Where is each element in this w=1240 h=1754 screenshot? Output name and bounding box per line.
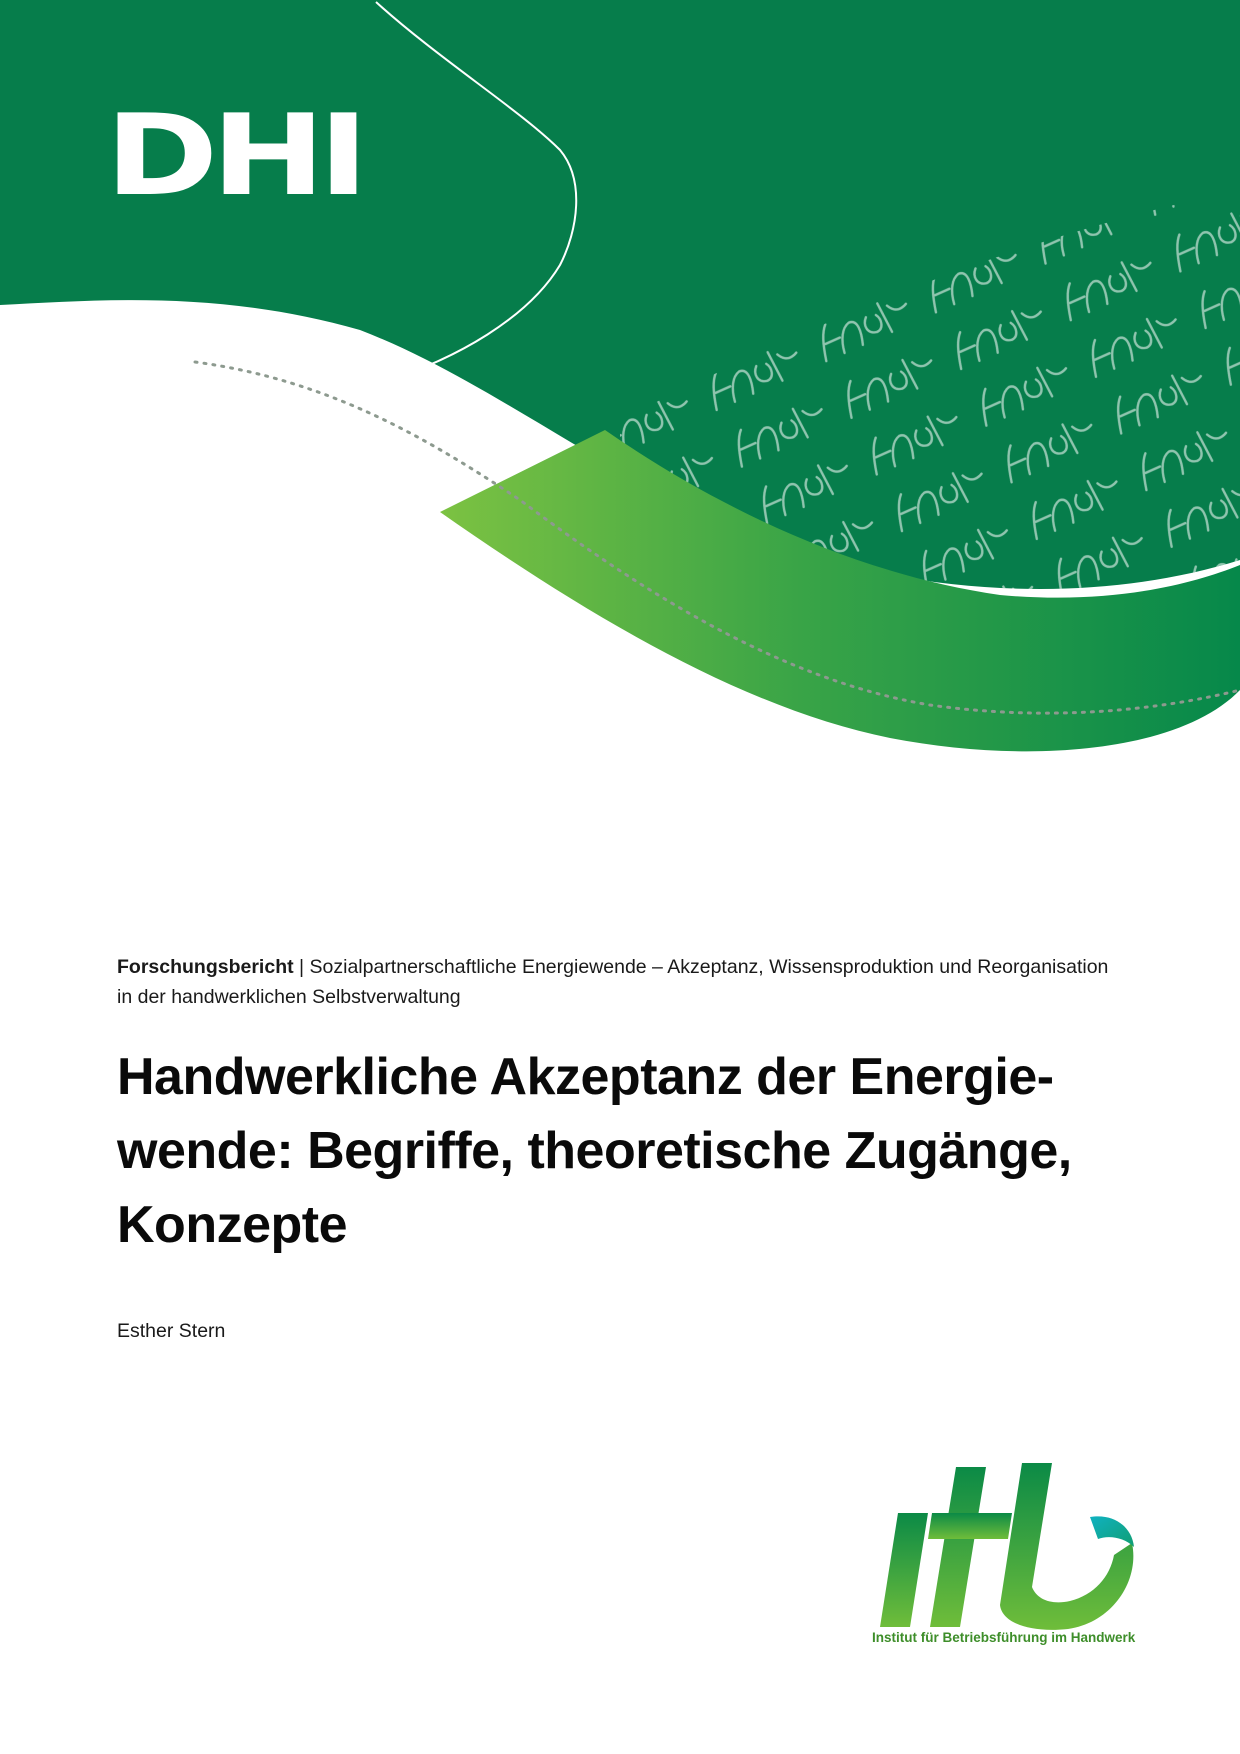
title-line-3: Konzepte [117, 1196, 347, 1254]
author-name: Esther Stern [117, 1320, 226, 1342]
document-title [117, 1040, 1127, 1262]
itb-tagline: Institut für Betriebsführung im Handwerk [872, 1630, 1136, 1645]
itb-logo [862, 1455, 1162, 1655]
title-line-2: wende: Begriffe, theoretische Zugänge, [117, 1122, 1072, 1180]
series-label: Forschungsbericht [117, 956, 294, 978]
series-title-line2: in der handwerklichen Selbstverwaltung [117, 986, 461, 1008]
series-separator: | [293, 956, 310, 978]
title-line-1: Handwerkliche Akzeptanz der Energie- [117, 1048, 1054, 1106]
series-title-line1: Sozialpartnerschaftliche Energiewende – Akzeptanz, Wissensproduktion und Reorganisation [309, 956, 1109, 978]
series-info [117, 952, 1127, 1012]
dhi-logo: DHI [105, 91, 362, 221]
